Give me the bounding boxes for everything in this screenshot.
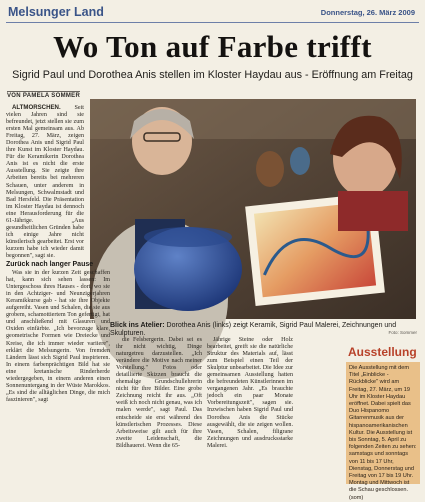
byline: VON PAMELA SOMMER (7, 93, 81, 99)
article-column-3 (116, 337, 202, 482)
issue-date: Donnerstag, 26. März 2009 (320, 8, 415, 17)
photo-caption (110, 322, 420, 338)
section-header (6, 6, 419, 23)
article-column-2 (6, 258, 110, 482)
dateline: ALTMORSCHEN. (12, 104, 61, 111)
column-3-text: die Felsbergerin. Dabei sei es ihr nicht wichtig, Dinge naturgetreu darzustellen. „Ich verändere die Motive nach meiner Vorstellung." Fotos oder detaillierte Skizzen braucht die ehemalige Grundschullehrerin nicht für ihre Bilder. Eine grobe Zeichnung reicht ihr aus. „Oft weiß ich noch nicht genau, was ich malen werde", sagt Paul. Das entscheide sie erst während des künstlerischen Prozesses. Diese Arbeitsweise gilt auch für ihre zweite Leidenschaft, die Bildhauerei. Wenn die 65- (116, 337, 202, 449)
info-box-title: Ausstellung (348, 345, 417, 359)
column-4-text: Jährige Steine oder Holz bearbeitet, greift sie die natürliche Struktur des Materials auf, lässt zum Beispiel einen Teil der Skulptur unbearbeitet. Die Idee zur gemeinsamen Ausstellung hatten die befreundeten Künstlerinnen im vergangenen Jahr. „Es brauchte jedoch ein paar Monate Vorbereitungszeit", sagen sie. Inzwischen haben Sigrid Paul und Dorothea Anis die Stücke ausgewählt, die sie zeigen wollen. Vasen, Schalen, filigrane Zeichnungen und ausdrucksstarke Malerei. (207, 337, 293, 449)
column-1-text: Seit vielen Jahren sind sie befreundet, jetzt stellen sie zum ersten Mal gemeinsam aus. Ab Freitag, 27. März, zeigen Dorothea Anis und Sigrid Paul ihre Kunst im Kloster Haydau. Für die Keramikerin Dorothea Anis ist es nicht die erste Ausstellung. Sie zeigte ihre Arbeiten bereits bei mehreren Schauen, unter anderem in Melsungen, Schwalmstadt und Bad Hersfeld. Die Präsentation im Kloster Haydau ist dennoch eine Herausforderung für die 61-Jährige. „Aus gesundheitlichen Gründen habe ich einige Jahre nicht künstlerisch gearbeitet. Erst vor kurzem habe ich wieder damit begonnen", sagt sie. (6, 105, 84, 259)
article-column-4 (207, 337, 293, 482)
caption-lead: Blick ins Atelier: (110, 322, 165, 329)
subheadline: Sigrid Paul und Dorothea Anis stellen im Kloster Haydau aus - Eröffnung am Freitag (12, 69, 413, 81)
column-2-text: Was sie in der kurzen Zeit geschaffen hat, kann sich sehen lassen: Im Untergeschoss ihres Hauses - dort, wo sie in den Achtziger- und Neunzigerjahren Keramikkurse gab - hat sie ihre Objekte aufgereiht. Vasen und Schalen, die sie aus grobem, schamottiertem Ton gefertigt, hat und anschließend mit Glasuren und Oxiden einfärbte. „Ich bevorzuge klare, geometrische Formen wie Dreiecke und Kreise, die ich immer wieder variiere", erklärt die Melsungerin. Von fremden Ländern lässt sich Sigrid Paul inspirieren. In einem farbenprächtigen Bild hat sie eine kretanische Rinderherde wiedergegeben, in einem anderen einen Sonnenuntergang in der Wüste Marokkos. „Es sind die alltäglichen Dinge, die mich faszinieren", sagt (6, 270, 110, 403)
headline: Wo Ton auf Farbe trifft (53, 29, 372, 64)
subheading: Zurück nach langer Pause (6, 261, 94, 268)
info-box-text: Die Ausstellung mit dem Titel „Einblicke - Rückblicke" wird am Freitag, 27. März, um 19 Uhr im Kloster Haydau eröffnet. Dabei spielt das Duo Hispanomo Gitarrenmusik aus der hispanoamerikanischen Kultur. Die Ausstellung ist bis Sonntag, 5. April zu folgenden Zeiten zu sehen: samstags und sonntags von 11 bis 17 Uhr, Dienstag, Donnerstag und Freitag von 17 bis 19 Uhr. Montag und Mittwoch ist die Schau geschlossen. (som) (346, 362, 420, 484)
caption-text: Dorothea Anis (links) zeigt Keramik, Sigrid Paul Malerei, Zeichnungen und Skulpturen. (110, 322, 397, 337)
section-name: Melsunger Land (8, 5, 104, 19)
article-photo (90, 99, 416, 319)
info-box (346, 345, 420, 501)
photo-credit: Foto: Sommer (388, 330, 417, 335)
